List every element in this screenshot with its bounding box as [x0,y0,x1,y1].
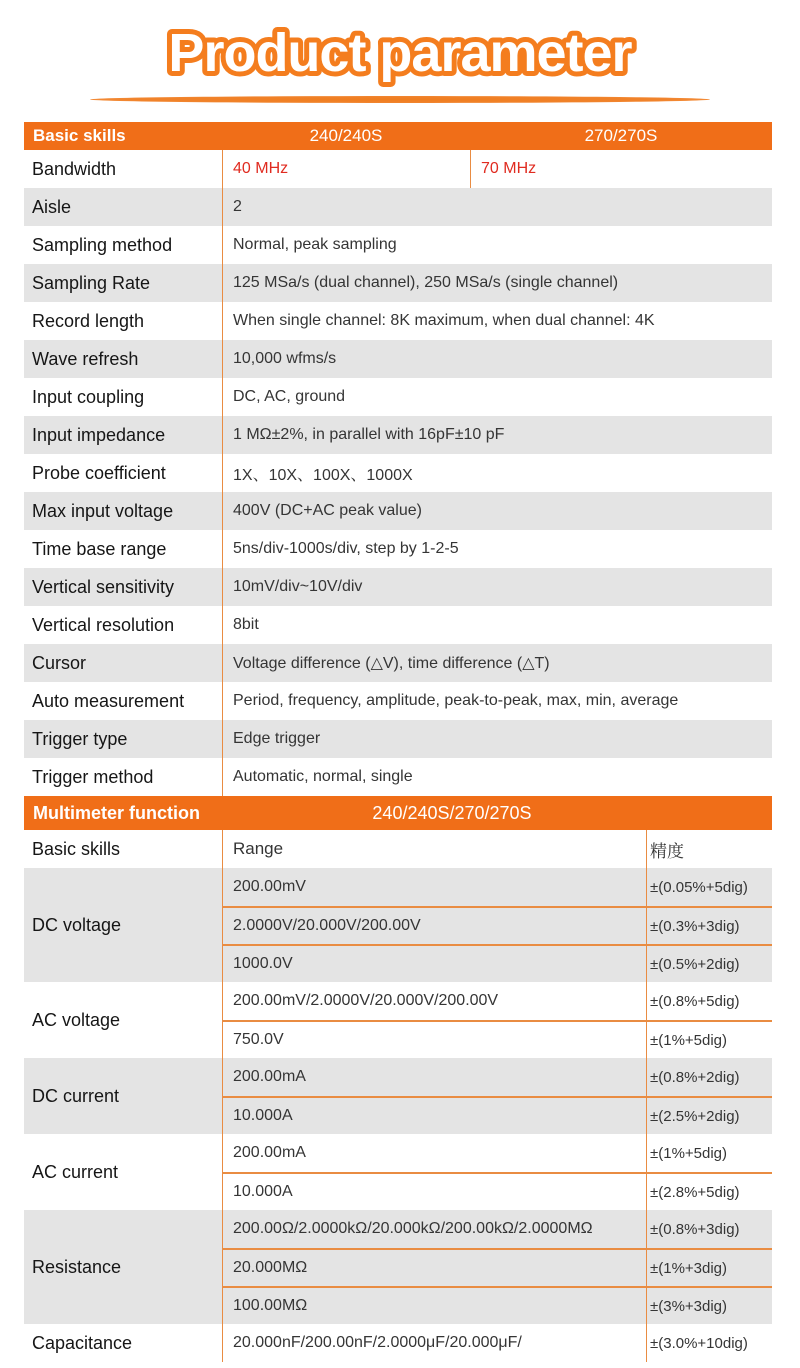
group-label: Capacitance [32,1332,133,1353]
row-label: Bandwidth [32,158,117,179]
range-cell: 200.00mA [222,1134,646,1172]
table-row [24,758,772,796]
range-cell: 750.0V [222,1022,646,1058]
row-label: Input impedance [32,424,166,445]
table-row [222,1286,772,1324]
row-value: Edge trigger [222,720,772,758]
table-row [24,188,772,226]
row-value: 1X、10X、100X、1000X [222,454,772,492]
group-rows [222,982,772,1058]
row-value-270: 70 MHz [470,150,772,188]
accuracy-cell: ±(0.05%+5dig) [646,868,772,906]
range-cell: 200.00Ω/2.0000kΩ/20.000kΩ/200.00kΩ/2.0000MΩ [222,1210,646,1248]
table-row [222,1210,772,1248]
row-label: Input coupling [32,386,145,407]
table-row [24,150,772,188]
row-label: Cursor [32,652,87,673]
page-title: Product parameter [168,23,632,83]
group-label: DC voltage [32,914,122,935]
table-row [24,606,772,644]
accuracy-cell: ±(1%+3dig) [646,1250,772,1286]
row-label: Vertical resolution [32,614,175,635]
group-rows [222,1324,772,1362]
accuracy-cell: ±(0.8%+5dig) [646,982,772,1020]
multimeter-header [24,796,772,830]
row-value: 5ns/div-1000s/div, step by 1-2-5 [222,530,772,568]
table1-header-model-a: 240/240S [309,126,383,145]
accuracy-cell: ±(3%+3dig) [646,1288,772,1324]
row-label: Max input voltage [32,500,174,521]
accuracy-cell: ±(0.5%+2dig) [646,946,772,982]
table-row [24,682,772,720]
range-cell: 10.000A [222,1174,646,1210]
page-title-art [0,14,800,92]
row-label: Probe coefficient [32,462,166,483]
table-row [24,378,772,416]
group-dc-current [24,1058,772,1134]
table-row [24,416,772,454]
row-label: Record length [32,310,145,331]
range-cell: 10.000A [222,1098,646,1134]
table-row [222,1248,772,1286]
table2-header-title: Multimeter function [33,802,200,823]
column-header-range: Range [222,830,646,868]
range-cell: 1000.0V [222,946,646,982]
table-row [24,264,772,302]
row-value: 10,000 wfms/s [222,340,772,378]
row-value: 10mV/div~10V/div [222,568,772,606]
row-label: Aisle [32,196,72,217]
group-rows [222,868,772,982]
row-value: Automatic, normal, single [222,758,772,796]
table-row [24,644,772,682]
table-row [24,530,772,568]
table1-header-title: Basic skills [33,126,126,145]
table-row [222,1324,772,1362]
group-rows [222,1058,772,1134]
range-cell: 200.00mV [222,868,646,906]
title-section [0,0,800,103]
row-label: Wave refresh [32,348,139,369]
title-underline [90,96,710,103]
table1-rows [24,150,772,796]
table-row [222,982,772,1020]
accuracy-cell: ±(1%+5dig) [646,1134,772,1172]
table-row [222,1172,772,1210]
group-label: DC current [32,1085,120,1106]
table1-header-model-b: 270/270S [584,126,658,145]
table-row [222,906,772,944]
row-label: Auto measurement [32,690,185,711]
row-value-240: 40 MHz [222,150,470,188]
accuracy-cell: ±(0.3%+3dig) [646,908,772,944]
column-header-accuracy: 精度 [646,830,772,868]
accuracy-cell: ±(1%+5dig) [646,1022,772,1058]
table-row [222,868,772,906]
row-label: Trigger type [32,728,128,749]
group-rows [222,1210,772,1324]
group-label: Resistance [32,1256,122,1277]
table-row [24,340,772,378]
range-cell: 200.00mV/2.0000V/20.000V/200.00V [222,982,646,1020]
range-cell: 200.00mA [222,1058,646,1096]
table-row [24,720,772,758]
row-value: 2 [222,188,772,226]
table-row [24,302,772,340]
row-value: Voltage difference (△V), time difference (△T) [222,644,772,682]
accuracy-cell: ±(2.8%+5dig) [646,1174,772,1210]
row-value: Period, frequency, amplitude, peak-to-peak, max, min, average [222,682,772,720]
group-resistance [24,1210,772,1324]
table-row [24,492,772,530]
table-row [222,1020,772,1058]
row-value: 400V (DC+AC peak value) [222,492,772,530]
table-row [222,944,772,982]
table2-header-models: 240/240S/270/270S [372,802,532,823]
row-value: 8bit [222,606,772,644]
table-row [24,454,772,492]
group-ac-current [24,1134,772,1210]
column-header-function: Basic skills [32,838,121,859]
basic-skills-table [24,122,772,796]
table-row [24,226,772,264]
group-ac-voltage [24,982,772,1058]
range-cell: 2.0000V/20.000V/200.00V [222,908,646,944]
row-value: When single channel: 8K maximum, when dual channel: 4K [222,302,772,340]
group-label: AC current [32,1161,119,1182]
row-value: 1 MΩ±2%, in parallel with 16pF±10 pF [222,416,772,454]
row-label: Sampling method [32,234,173,255]
table-row [222,1058,772,1096]
group-dc-voltage [24,868,772,982]
row-label: Time base range [32,538,167,559]
table2-column-headers [24,830,772,868]
basic-skills-header [24,122,772,150]
row-label: Trigger method [32,766,154,787]
multimeter-table [24,796,772,1362]
table-row [222,1134,772,1172]
row-label: Sampling Rate [32,272,151,293]
range-cell: 20.000MΩ [222,1250,646,1286]
group-label: AC voltage [32,1009,121,1030]
row-value: 125 MSa/s (dual channel), 250 MSa/s (single channel) [222,264,772,302]
row-label: Vertical sensitivity [32,576,175,597]
accuracy-cell: ±(2.5%+2dig) [646,1098,772,1134]
table-row [24,568,772,606]
group-rows [222,1134,772,1210]
accuracy-cell: ±(0.8%+3dig) [646,1210,772,1248]
row-value: Normal, peak sampling [222,226,772,264]
accuracy-cell: ±(3.0%+10dig) [646,1324,772,1362]
group-capacitance [24,1324,772,1362]
accuracy-cell: ±(0.8%+2dig) [646,1058,772,1096]
range-cell: 100.00MΩ [222,1288,646,1324]
row-value: DC, AC, ground [222,378,772,416]
table-row [222,1096,772,1134]
range-cell: 20.000nF/200.00nF/2.0000μF/20.000μF/ [222,1324,646,1362]
